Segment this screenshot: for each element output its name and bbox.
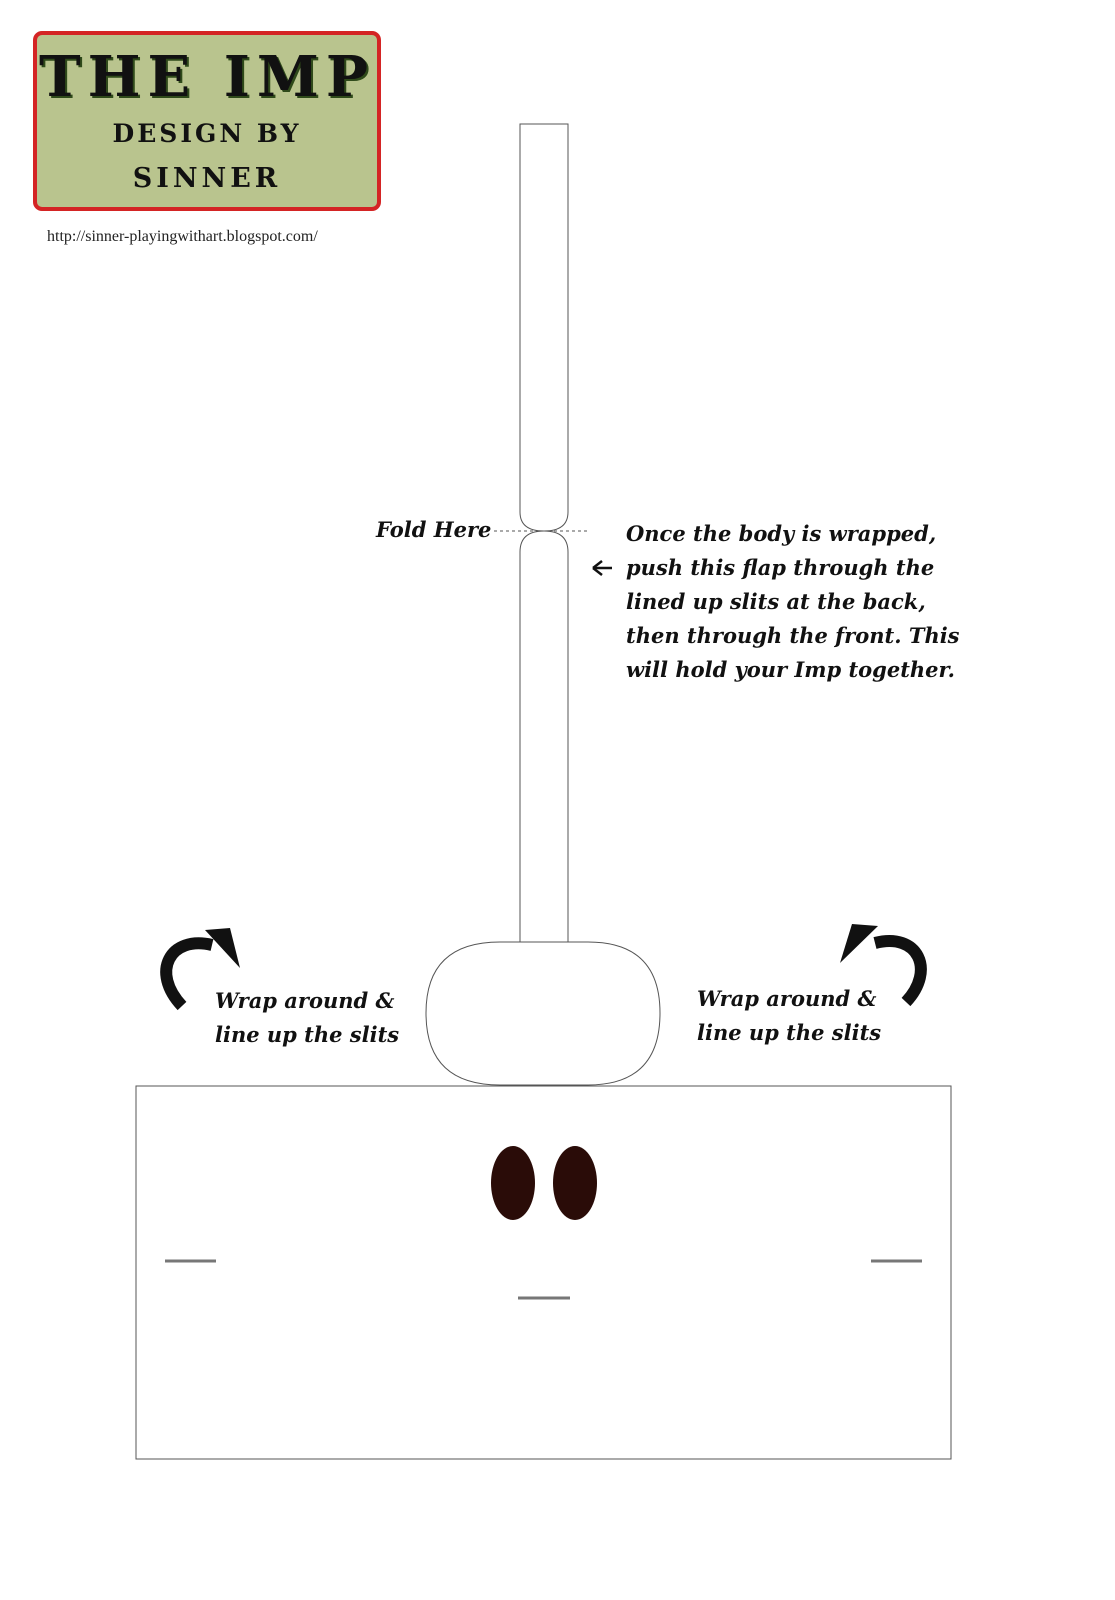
- head-oval: [426, 942, 660, 1085]
- wrap-instruction-left: Wrap around & line up the slits: [215, 988, 400, 1047]
- logo-title: THE IMP: [38, 44, 376, 110]
- body-panel: [136, 1086, 951, 1459]
- left-eye: [491, 1146, 535, 1220]
- arrow-left-icon: [593, 561, 612, 575]
- right-eye: [553, 1146, 597, 1220]
- lower-strip: [520, 531, 568, 942]
- upper-flap: [520, 124, 568, 531]
- logo-subtitle: DESIGN BY: [112, 119, 302, 148]
- flap-instruction: Once the body is wrapped, push this flap through the lined up slits at the back, then through the front. This will hold your Imp together.: [626, 521, 960, 682]
- fold-label: Fold Here: [376, 517, 492, 542]
- logo-author: SINNER: [132, 163, 282, 194]
- wrap-instruction-right: Wrap around & line up the slits: [697, 986, 882, 1045]
- website-url: http://sinner-playingwithart.blogspot.com/: [47, 228, 318, 245]
